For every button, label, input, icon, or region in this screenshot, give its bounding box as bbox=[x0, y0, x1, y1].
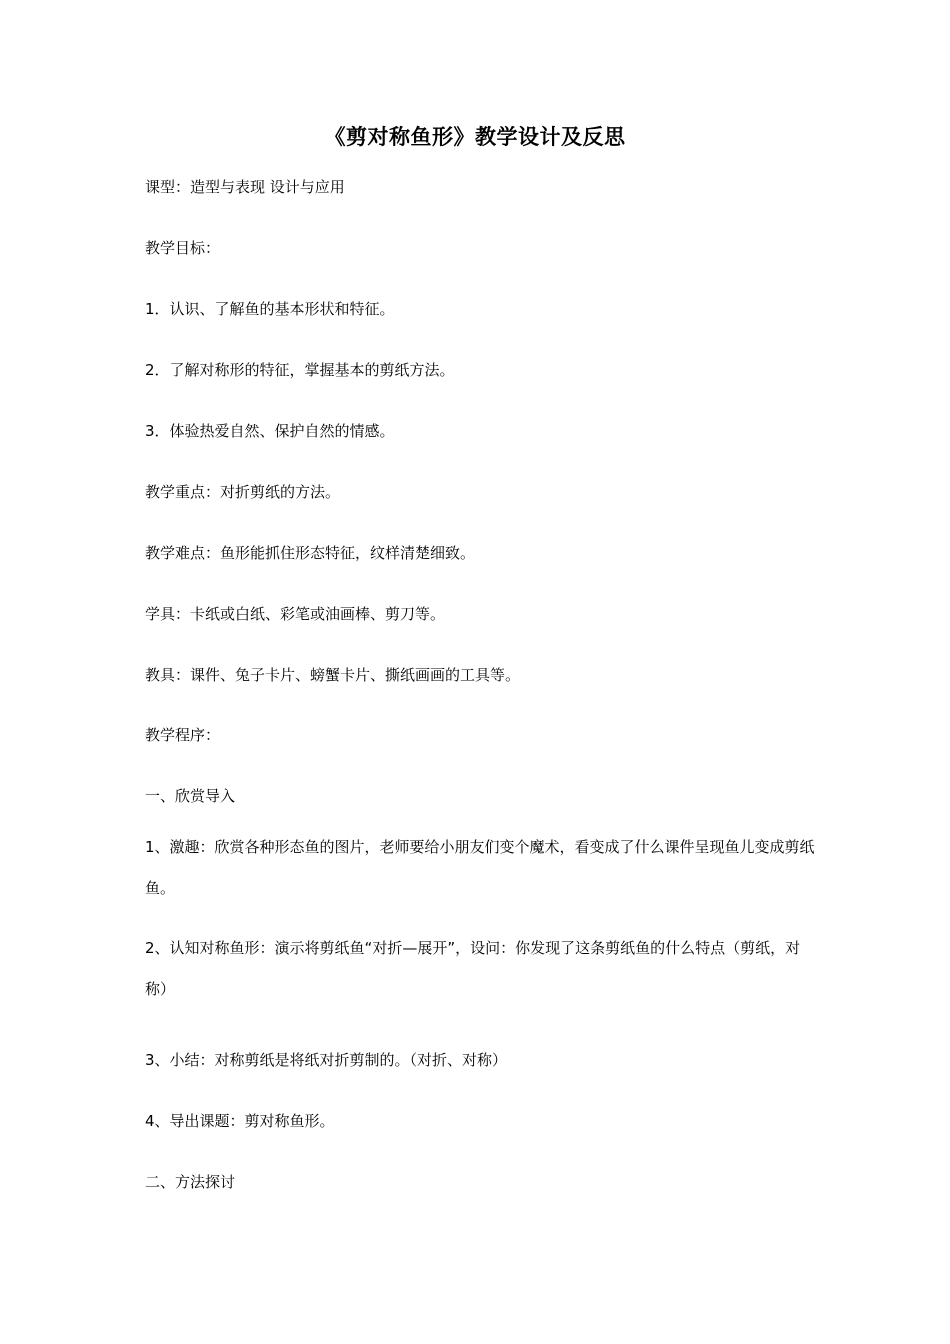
objectives-heading: 教学目标： bbox=[145, 239, 221, 257]
procedure-heading: 教学程序： bbox=[145, 726, 221, 744]
section-1-heading: 一、欣赏导入 bbox=[145, 787, 236, 805]
section-2-heading: 二、方法探讨 bbox=[145, 1173, 236, 1191]
document-title: 《剪对称鱼形》教学设计及反思 bbox=[324, 124, 626, 149]
lesson-type-line: 课型：造型与表现 设计与应用 bbox=[145, 178, 345, 196]
step-1-paragraph: 1、激趣：欣赏各种形态鱼的图片，老师要给小朋友们变个魔术，看变成了什么课件呈现鱼儿变成剪纸鱼。 bbox=[145, 838, 815, 897]
step-3-line: 3、小结：对称剪纸是将纸对折剪制的。（对折、对称） bbox=[145, 1051, 508, 1069]
difficulty-line: 教学难点：鱼形能抓住形态特征，纹样清楚细致。 bbox=[145, 544, 476, 562]
objective-3: 3．体验热爱自然、保护自然的情感。 bbox=[145, 422, 395, 440]
student-tools-line: 学具：卡纸或白纸、彩笔或油画棒、剪刀等。 bbox=[145, 605, 446, 623]
objective-1: 1．认识、了解鱼的基本形状和特征。 bbox=[145, 300, 395, 318]
objective-2: 2．了解对称形的特征，掌握基本的剪纸方法。 bbox=[145, 361, 455, 379]
step-4-line: 4、导出课题：剪对称鱼形。 bbox=[145, 1112, 335, 1130]
key-point-line: 教学重点：对折剪纸的方法。 bbox=[145, 483, 341, 501]
step-2-paragraph: 2、认知对称鱼形：演示将剪纸鱼“对折—展开”，设问：你发现了这条剪纸鱼的什么特点（剪纸，对称） bbox=[145, 939, 801, 998]
teacher-tools-line: 教具：课件、兔子卡片、螃蟹卡片、撕纸画画的工具等。 bbox=[145, 666, 521, 684]
